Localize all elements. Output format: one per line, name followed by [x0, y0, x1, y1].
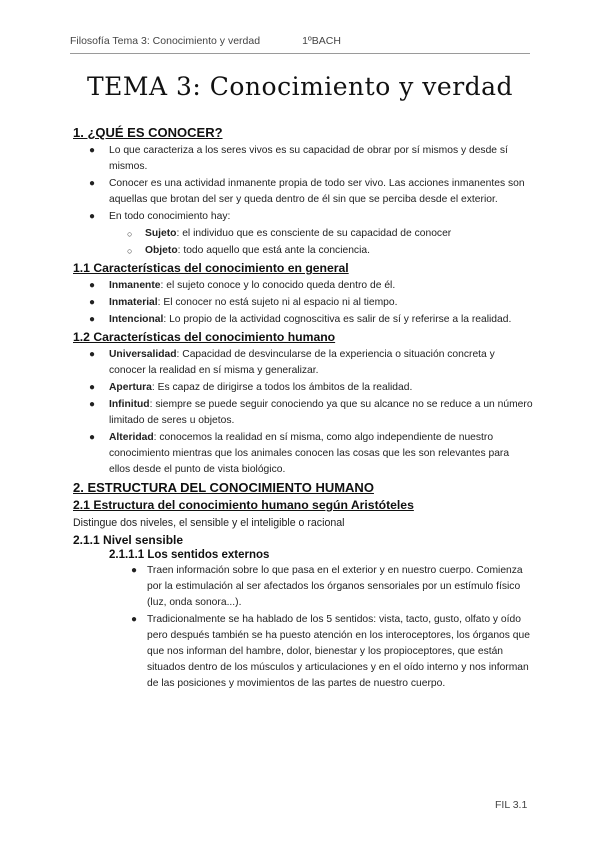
list-item: ● Alteridad: conocemos la realidad en sí misma, como algo independiente de nuestro conocimiento mientras que los animales conocen las cosas que les son relevantes para ellos desde el punto de vista biológico. [89, 432, 510, 475]
bullet-icon: ● [89, 178, 96, 189]
section-1-1-heading: 1.1 Características del conocimiento en general [73, 261, 349, 275]
bullet-icon: ● [131, 614, 138, 625]
list-item: ● Universalidad: Capacidad de desvincularse de la experiencia o situación concreta y conocer la realidad en sí misma y generalizar. [89, 349, 495, 376]
bullet-icon: ● [89, 399, 96, 410]
bullet-icon: ● [89, 145, 96, 156]
list-item: ● Inmaterial: El conocer no está sujeto ni al espacio ni al tiempo. [73, 295, 533, 311]
section-1-list [73, 143, 533, 259]
section-1-1-list [73, 278, 533, 328]
section-1-2-list [73, 347, 533, 478]
list-item: ● Conocer es una actividad inmanente propia de todo ser vivo. Las acciones inmanentes son aquellas que brotan del ser y queda dentro de él sin que se perciba desde el exterior. [89, 178, 525, 205]
document-body [73, 125, 533, 694]
bullet-icon: ● [89, 432, 96, 443]
bullet-icon: ● [89, 314, 96, 325]
section-1-heading: 1. ¿QUÉ ES CONOCER? [73, 125, 223, 140]
page-footer: FIL 3.1 [495, 799, 528, 811]
list-item: ○ Sujeto: el individuo que es consciente de su capacidad de conocer [73, 226, 533, 242]
section-2-1-1-1-list [73, 563, 533, 692]
list-item: ● Traen información sobre lo que pasa en el exterior y en nuestro cuerpo. Comienza por la estimulación al ser afectados los órganos sensoriales por un estímulo físico (luz, onda sonora...). [131, 565, 523, 608]
bullet-icon: ● [89, 280, 96, 291]
list-item: ● En todo conocimiento hay: [73, 209, 533, 225]
circle-bullet-icon: ○ [127, 246, 133, 256]
section-2-heading: 2. ESTRUCTURA DEL CONOCIMIENTO HUMANO [73, 480, 374, 495]
page-title: TEMA 3: Conocimiento y verdad [86, 72, 514, 101]
section-2-1-1-heading: 2.1.1 Nivel sensible [73, 533, 184, 547]
list-item: ● Apertura: Es capaz de dirigirse a todos los ámbitos de la realidad. [73, 380, 533, 396]
list-item: ● Lo que caracteriza a los seres vivos es su capacidad de obrar por sí mismos y desde sí mismos. [89, 145, 508, 172]
section-1-2-heading: 1.2 Características del conocimiento humano [73, 330, 336, 344]
circle-bullet-icon: ○ [127, 229, 133, 239]
bullet-icon: ● [89, 349, 96, 360]
list-item: ● Infinitud: siempre se puede seguir conociendo ya que su alcance no se reduce a un número limitado de seres u objetos. [89, 399, 533, 426]
list-item: ● Tradicionalmente se ha hablado de los 5 sentidos: vista, tacto, gusto, olfato y oído pero después también se ha puesto atención en los interoceptores, los órganos que que nos informan del hambre, dolor, bienestar y los propioceptores, que están situados dentro de los músculos y articulaciones y en el oído interno y nos informan de las posiciones y movimientos de las partes de nuestro cuerpo. [131, 614, 530, 689]
section-2-1-intro: Distingue dos niveles, el sensible y el inteligible o racional [73, 517, 345, 529]
header-rule [70, 53, 530, 54]
section-2-1-1-1-heading: 2.1.1.1 Los sentidos externos [109, 549, 270, 561]
bullet-icon: ● [89, 211, 96, 222]
page-header [70, 35, 341, 47]
list-item: ○ Objeto: todo aquello que está ante la conciencia. [73, 243, 533, 259]
list-item: ● Inmanente: el sujeto conoce y lo conocido queda dentro de él. [73, 278, 533, 294]
bullet-icon: ● [89, 382, 96, 393]
bullet-icon: ● [131, 565, 138, 576]
section-2-1-heading: 2.1 Estructura del conocimiento humano según Aristóteles [73, 498, 414, 512]
header-subject: Filosofía Tema 3: Conocimiento y verdad [70, 35, 261, 47]
bullet-icon: ● [89, 297, 96, 308]
list-item: ● Intencional: Lo propio de la actividad cognoscitiva es salir de sí y referirse a la realidad. [73, 312, 533, 328]
header-course: 1ºBACH [302, 35, 341, 47]
